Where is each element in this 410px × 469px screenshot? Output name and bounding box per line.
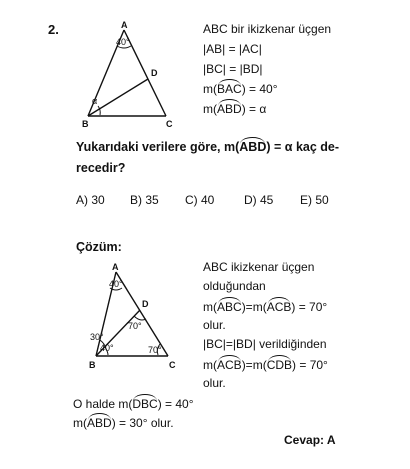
- solution-line-3: [203, 300, 327, 314]
- angle-B-bottom-label: 40°: [100, 343, 114, 353]
- solution-title: Çözüm:: [76, 240, 122, 254]
- conclusion-line-2: [73, 416, 174, 430]
- vertex-A-label: A: [112, 262, 119, 272]
- vertex-A-label: A: [121, 20, 128, 30]
- given-isosceles: ABC bir ikizkenar üçgen: [203, 22, 332, 36]
- vertex-D-label: D: [142, 299, 149, 309]
- solution-line-6: [203, 358, 328, 372]
- text: ) = 30° olur.: [111, 416, 174, 430]
- arc-symbol: ABD: [217, 102, 242, 116]
- angle-D-label: 70°: [128, 321, 142, 331]
- solution-line-2: olduğundan: [203, 279, 266, 293]
- angle-A-label: 40°: [116, 37, 130, 47]
- vertex-D-label: D: [151, 68, 158, 78]
- arc-symbol: CDB: [266, 358, 293, 372]
- vertex-B-label: B: [82, 119, 89, 129]
- text: ) = 40°: [241, 82, 278, 96]
- text: m(: [203, 358, 217, 372]
- arc-symbol: DBC: [132, 397, 158, 411]
- text: ) = 40°: [157, 397, 194, 411]
- text: )=m(: [241, 358, 267, 372]
- question-line-2: recedir?: [76, 161, 126, 175]
- arc-symbol: ABD: [239, 140, 267, 154]
- arc-symbol: BAC: [217, 82, 242, 96]
- given-angle-abd: [203, 102, 266, 116]
- solution-line-1: ABC ikizkenar üçgen: [203, 260, 315, 274]
- arc-symbol: ABD: [87, 416, 112, 430]
- option-d[interactable]: D) 45: [244, 193, 274, 207]
- angle-B-top-label: 30°: [90, 332, 104, 342]
- solution-line-7: olur.: [203, 376, 226, 390]
- angle-C-label: 70°: [148, 345, 162, 355]
- arc-symbol: ACB: [266, 300, 292, 314]
- given-ab-ac: |AB| = |AC|: [203, 42, 262, 56]
- option-a[interactable]: A) 30: [76, 193, 105, 207]
- problem-triangle-figure: [82, 18, 182, 130]
- text: ) = 70°: [292, 358, 328, 372]
- answer-label: Cevap: A: [284, 433, 336, 447]
- text: Yukarıdaki verilere göre, m(: [76, 140, 240, 154]
- text: m(: [203, 82, 217, 96]
- solution-triangle-figure: [88, 258, 188, 372]
- text: ) = 70°: [291, 300, 328, 314]
- question-line-1: [76, 140, 339, 154]
- option-b[interactable]: B) 35: [130, 193, 159, 207]
- solution-line-5: |BC|=|BD| verildiğinden: [203, 337, 327, 351]
- angle-B-label: α: [92, 96, 98, 106]
- text: m(: [203, 102, 217, 116]
- vertex-C-label: C: [169, 360, 176, 370]
- option-c[interactable]: C) 40: [185, 193, 215, 207]
- vertex-C-label: C: [166, 119, 173, 129]
- text: ) = α kaç de-: [266, 140, 340, 154]
- text: ) = α: [241, 102, 267, 116]
- text: )=m(: [241, 300, 267, 314]
- text: O halde m(: [73, 397, 133, 411]
- vertex-B-label: B: [89, 360, 96, 370]
- solution-line-4: olur.: [203, 318, 226, 332]
- angle-A-label: 40°: [109, 279, 123, 289]
- given-bc-bd: |BC| = |BD|: [203, 62, 263, 76]
- conclusion-line-1: [73, 397, 194, 411]
- text: m(: [73, 416, 87, 430]
- problem-number: 2.: [48, 22, 59, 37]
- text: m(: [203, 300, 217, 314]
- option-e[interactable]: E) 50: [300, 193, 329, 207]
- given-angle-bac: [203, 82, 278, 96]
- arc-symbol: ACB: [217, 358, 242, 372]
- arc-symbol: ABC: [217, 300, 242, 314]
